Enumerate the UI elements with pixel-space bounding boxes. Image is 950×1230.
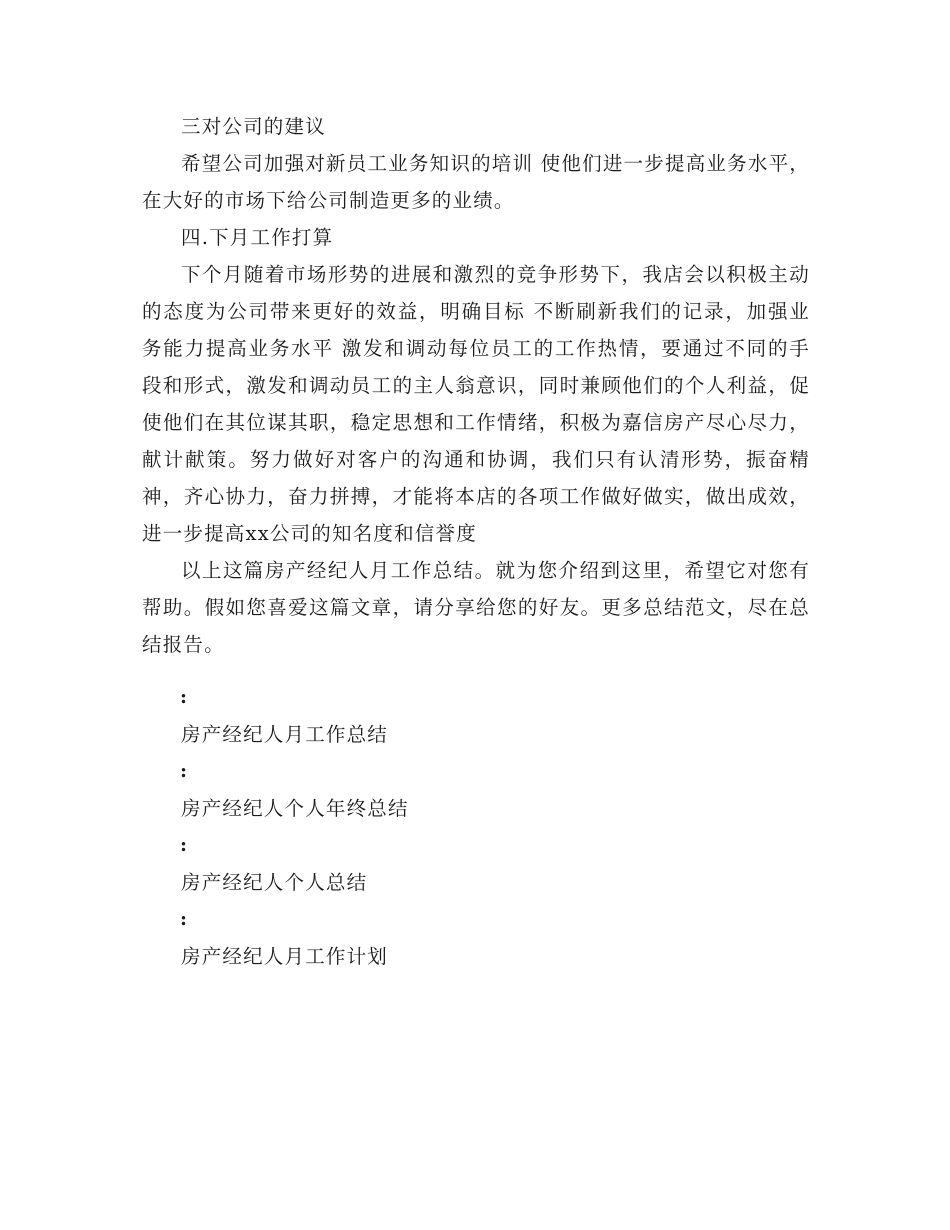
document-content: [142, 108, 810, 975]
related-article-link[interactable]: 房产经纪人月工作计划: [181, 945, 389, 968]
next-month-plan-paragraph: 下个月随着市场形势的进展和激烈的竞争形势下，我店会以积极主动的态度为公司带来更好的效益，明确目标 不断刷新我们的记录，加强业务能力提高业务水平 激发和调动每位员工的工作热情，要通过不同的手段和形式，激发和调动员工的主人翁意识，同时兼顾他们的个人利益，促使他们在其位谋其职，稳定思想和工作情绪，积极为嘉信房产尽心尽力，献计献策。努力做好对客户的沟通和协调，我们只有认清形势，振奋精神，齐心协力，奋力拼搏，才能将本店的各项工作做好做实，做出成效，进一步提高xx公司的知名度和信誉度: [142, 263, 810, 545]
suggestions-paragraph: 希望公司加强对新员工业务知识的培训 使他们进一步提高业务水平，在大好的市场下给公司制造更多的业绩。: [142, 152, 810, 212]
related-separator: :: [180, 834, 188, 856]
related-article-link[interactable]: 房产经纪人月工作总结: [181, 723, 389, 746]
related-article-link[interactable]: 房产经纪人个人年终总结: [181, 797, 409, 820]
related-separator: :: [180, 686, 188, 708]
closing-paragraph: 以上这篇房产经纪人月工作总结。就为您介绍到这里，希望它对您有帮助。假如您喜爱这篇文章，请分享给您的好友。更多总结范文，尽在总结报告。: [142, 559, 810, 656]
section-heading-suggestions: 三对公司的建议: [181, 115, 326, 138]
section-heading-next-month-plan: 四.下月工作打算: [181, 226, 334, 249]
related-separator: :: [180, 760, 188, 782]
related-article-link[interactable]: 房产经纪人个人总结: [181, 871, 368, 894]
related-separator: :: [180, 908, 188, 930]
related-articles-list: [142, 679, 810, 975]
